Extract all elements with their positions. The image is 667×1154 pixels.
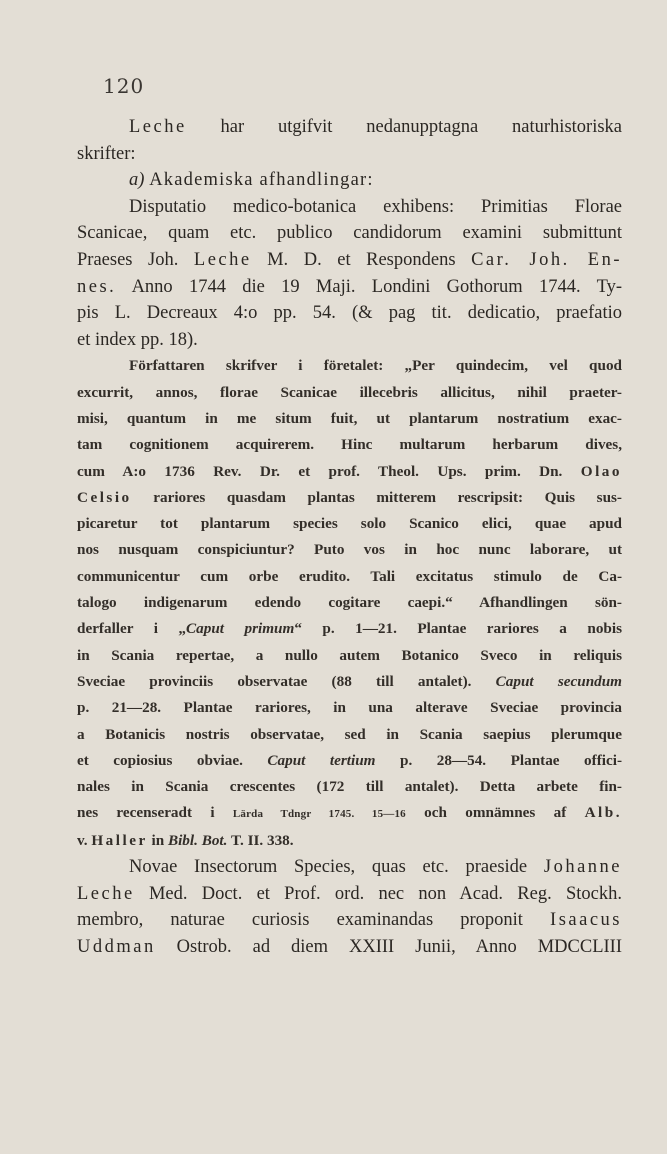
text-segment: Ostrob. ad diem XXIII Junii, Anno MDCCLIII bbox=[155, 936, 622, 957]
text-segment: Leche bbox=[193, 249, 252, 270]
text-segment: Novae Insectorum Species, quas etc. praeside bbox=[129, 856, 544, 877]
text-segment: talogo indigenarum edendo cogitare caepi.“ Afhandlingen sön- bbox=[77, 594, 622, 612]
text-segment: har utgifvit nedanupptagna naturhistoriska bbox=[186, 117, 622, 137]
text-segment: Disputatio medico-botanica exhibens: Primitias Florae bbox=[129, 196, 622, 217]
text-line bbox=[77, 854, 622, 881]
text-line bbox=[77, 459, 622, 485]
text-segment: Olao bbox=[580, 462, 622, 480]
text-line bbox=[77, 643, 622, 669]
text-line bbox=[77, 380, 622, 406]
text-line bbox=[77, 828, 622, 854]
text-segment: p. 28—54. Plantae offici- bbox=[375, 751, 623, 769]
text-segment: membro, naturae curiosis examinandas proponit bbox=[77, 910, 551, 931]
text-segment: Praeses Joh. bbox=[77, 249, 194, 270]
text-segment: picaretur tot plantarum species solo Scanico elici, quae apud bbox=[77, 515, 622, 533]
text-segment: tam cognitionem acquirerem. Hinc multarum herbarum dives, bbox=[77, 436, 622, 454]
text-segment: nes recenseradt i bbox=[77, 804, 233, 822]
text-segment: Car. Joh. En- bbox=[471, 249, 622, 270]
text-line bbox=[77, 881, 622, 908]
text-line bbox=[77, 220, 622, 247]
text-line bbox=[77, 300, 622, 327]
text-segment: Leche bbox=[77, 883, 135, 904]
body-text bbox=[77, 114, 622, 960]
text-line bbox=[77, 748, 622, 774]
text-segment: v. bbox=[77, 831, 92, 849]
text-segment: pis L. Decreaux 4:o pp. 54. (& pag tit. dedicatio, praefatio bbox=[77, 303, 622, 324]
text-segment: Scanicae, quam etc. publico candidorum examini submittunt bbox=[77, 223, 622, 244]
text-line bbox=[77, 722, 622, 748]
text-segment: T. II. 338. bbox=[227, 831, 294, 849]
text-line bbox=[77, 695, 622, 721]
text-line bbox=[77, 564, 622, 590]
text-line bbox=[77, 669, 622, 695]
text-segment: et index pp. 18). bbox=[77, 329, 198, 350]
paragraph bbox=[77, 353, 622, 854]
text-segment: Leche bbox=[129, 117, 187, 137]
text-segment: cum A:o 1736 Rev. Dr. et prof. Theol. Ups. prim. Dn. bbox=[77, 462, 581, 480]
text-line bbox=[77, 274, 622, 301]
text-line bbox=[77, 907, 622, 934]
text-segment: Akademiska afhandlingar: bbox=[144, 170, 374, 191]
text-line bbox=[77, 485, 622, 511]
text-segment: nales in Scania crescentes (172 till antalet). Detta arbete fin- bbox=[77, 778, 622, 796]
text-line bbox=[77, 406, 622, 432]
text-segment: Lärda Tdngr 1745. 15—16 bbox=[232, 808, 406, 821]
paragraph bbox=[77, 114, 622, 167]
text-segment: Alb. bbox=[584, 804, 622, 822]
text-segment: Caput secundum bbox=[495, 672, 622, 690]
text-segment: a Botanicis nostris observatae, sed in Scania saepius plerumque bbox=[77, 725, 622, 743]
text-segment: Bibl. Bot. bbox=[167, 831, 228, 849]
text-line bbox=[77, 167, 622, 194]
text-segment: et copiosius obviae. bbox=[77, 751, 268, 769]
text-segment: misi, quantum in me situm fuit, ut plantarum nostratium exac- bbox=[77, 409, 622, 427]
text-segment: Caput tertium bbox=[267, 751, 376, 769]
text-line bbox=[77, 247, 622, 274]
page-number: 120 bbox=[103, 74, 145, 98]
text-segment: M. D. et Respondens bbox=[251, 249, 472, 270]
text-segment: Celsio bbox=[77, 488, 132, 506]
text-line bbox=[77, 114, 622, 141]
paragraph bbox=[77, 854, 622, 960]
text-segment: communicentur cum orbe erudito. Tali excitatus stimulo de Ca- bbox=[77, 567, 622, 585]
text-line bbox=[77, 800, 622, 827]
text-segment: derfaller i „ bbox=[77, 620, 187, 638]
text-segment: Caput primum bbox=[186, 620, 295, 638]
text-segment: Haller bbox=[91, 831, 148, 849]
text-line bbox=[77, 327, 622, 354]
text-segment: Uddman bbox=[77, 936, 156, 957]
text-segment: Sveciae provinciis observatae (88 till antalet). bbox=[77, 672, 496, 690]
text-line bbox=[77, 141, 622, 168]
text-line bbox=[77, 537, 622, 563]
text-segment: p. 21—28. Plantae rariores, in una alterave Sveciae provincia bbox=[77, 699, 622, 717]
text-segment: excurrit, annos, florae Scanicae illecebris allicitus, nihil praeter- bbox=[77, 383, 622, 401]
text-line bbox=[77, 774, 622, 800]
text-segment: a) bbox=[129, 170, 145, 191]
text-segment: nes. bbox=[77, 276, 117, 297]
text-segment: skrifter: bbox=[77, 143, 136, 164]
text-segment: Johanne bbox=[543, 856, 622, 877]
text-segment: “ p. 1—21. Plantae rariores a nobis bbox=[294, 620, 623, 638]
text-line bbox=[77, 432, 622, 458]
text-segment: in Scania repertae, a nullo autem Botanico Sveco in reliquis bbox=[77, 646, 622, 664]
text-line bbox=[77, 353, 622, 379]
text-segment: rariores quasdam plantas mitterem rescripsit: Quis sus- bbox=[131, 488, 622, 506]
text-line bbox=[77, 511, 622, 537]
text-segment: nos nusquam conspiciuntur? Puto vos in hoc nunc laborare, ut bbox=[77, 541, 622, 559]
text-segment: Isaacus bbox=[550, 910, 622, 931]
text-line bbox=[77, 194, 622, 221]
text-line bbox=[77, 590, 622, 616]
text-segment: Författaren skrifver i företalet: „Per quindecim, vel quod bbox=[129, 357, 622, 375]
paragraph bbox=[77, 167, 622, 194]
text-segment: och omnämnes af bbox=[405, 804, 585, 822]
text-segment: in bbox=[147, 831, 168, 849]
paragraph bbox=[77, 194, 622, 354]
text-line bbox=[77, 616, 622, 642]
text-segment: Med. Doct. et Prof. ord. nec non Acad. Reg. Stockh. bbox=[134, 883, 622, 904]
text-segment: Anno 1744 die 19 Maji. Londini Gothorum 1744. Ty- bbox=[116, 276, 622, 297]
text-line bbox=[77, 934, 622, 961]
